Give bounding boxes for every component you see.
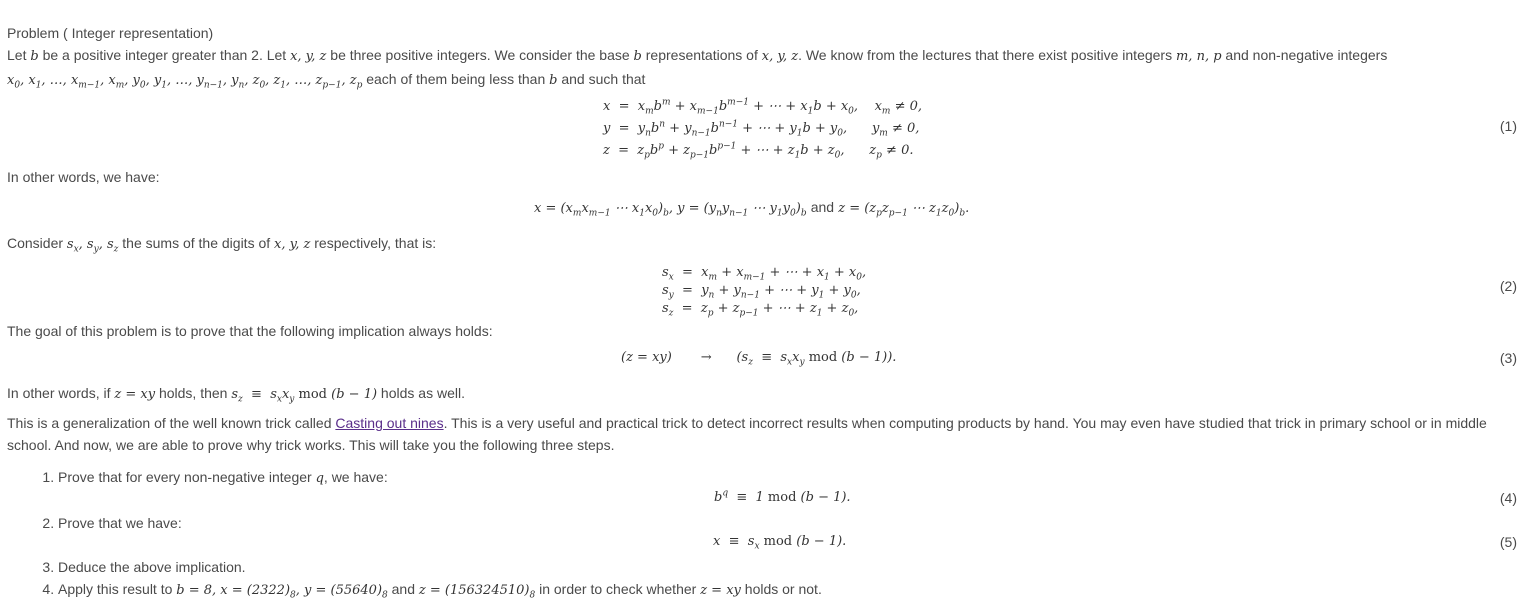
step-1: 1. Prove that for every non-negative integer q, we have: [58,466,1517,490]
steps-list-2 [7,512,1517,534]
equation-1: $x = x_mb^m + x_{m-1}b^{m-1}$ + ⋯ + $x_1b + x_0$, $x_m \ne 0$, $y = y_nb^n + y_{n-1}b^{n-1}$ + ⋯ + $y_1b + y_0$, $y_m \ne 0$, $z = z_pb^p + z_{p-1}b^{p-1}$ + ⋯ + $z_1b + z_0$, $z_p \ne 0$. (1) [603,97,1517,161]
casting-out-nines-link[interactable]: Casting out nines [335,415,444,431]
equation-2: $s_x = x_m + x_{m-1}$ + ⋯ + $x_1 + x_0$, $s_y = y_n + y_{n-1}$ + ⋯ + $y_1 + y_0$, $s_z = z_p + z_{p-1}$ + ⋯ + $z_1 + z_0$, (2) [662,265,1517,319]
equation-number: (4) [1499,490,1517,506]
steps-list [7,466,1517,490]
problem-page [7,22,1517,602]
equation-number: (1) [1499,118,1517,134]
generalization-paragraph: This is a generalization of the well known trick called Casting out nines. This is a very useful and practical trick to detect incorrect results when computing products by hand. You may even have studied that trick in primary school or in middle school. And now, we are able to prove why trick works. This will take you the following three steps. [7,415,1487,453]
step-2: 2. Prove that we have: [58,512,1517,534]
goal-paragraph: The goal of this problem is to prove that the following implication always holds: [7,323,493,339]
steps-list-3 [7,556,1517,602]
problem-title: Problem ( Integer representation) [7,25,214,41]
equation-number: (3) [1499,350,1517,366]
equation-4: $b^q \equiv 1$ mod (b − 1). (4) [714,488,1517,506]
consider-paragraph: Consider $s_x$, $s_y$, $s_z$ the sums of the digits of x, y, z respectively, that is: [7,235,437,255]
equation-3: (z = xy) → ($s_z \equiv s_xx_y$ mod (b − 1)). (3) [621,350,1517,368]
equation-number: (2) [1499,278,1517,294]
intro-paragraph: Let b be a positive integer greater than 2. Let x, y, z be three positive integers. We consider the base b representations of x, y, z. We know from the lectures that there exist positive integers m, n, p and non-negative integers $x_0$, $x_1$, …, $x_{m-1}$, $x_m$, $y_0$, $y_1$, …, $y_{n-1}$, $y_n$, $z_0$, $z_1$, …, $z_{p-1}$, $z_p$ each of them being less than b and such that [7,47,1388,91]
in-other-words-1: In other words, we have: [7,169,160,185]
equation-5: $x \equiv s_x$ mod (b − 1). (5) [713,534,1517,552]
step-4: 4. Apply this result to b = 8, $x = (2322)_8$, $y = (55640)_8$ and $z = (156324510)_8$ in order to check whether z = xy holds or not. [58,578,1517,602]
equation-number: (5) [1499,534,1517,550]
step-3: 3. Deduce the above implication. [58,556,1517,578]
equation-digits: $x = (x_mx_{m-1}$ ⋯ $x_1x_0)_b$, $y = (y_ny_{n-1}$ ⋯ $y_1y_0)_b$ and $z = (z_pz_{p-1}$ ⋯ $z_1z_0)_b$. [534,199,970,219]
in-other-words-2: In other words, if z = xy holds, then $s_z \equiv s_xx_y$ mod (b − 1) holds as well. [7,385,465,405]
